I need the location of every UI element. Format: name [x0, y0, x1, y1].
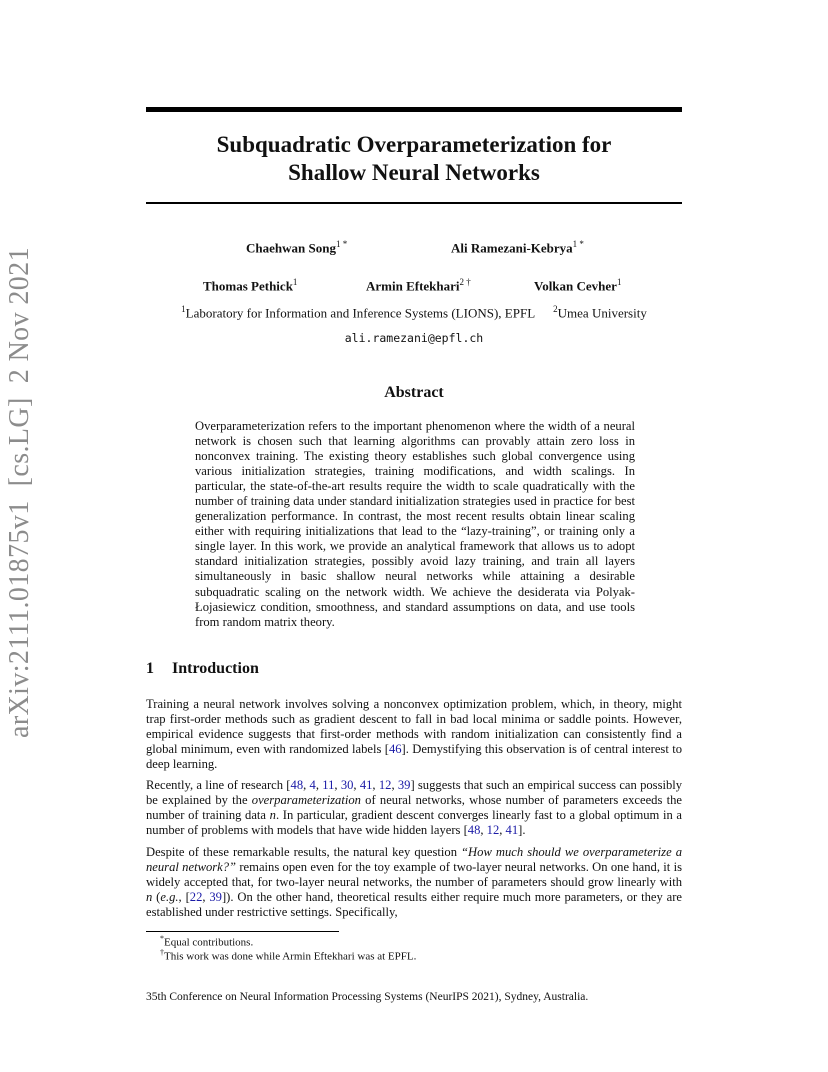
author-3: Thomas Pethick$^1$ [203, 277, 298, 294]
abstract-text: Overparameterization refers to the important phenomenon where the width of a neural network is chosen such that learning algorithms can provably attain zero loss in nonconvex training. The existing theory establishes such global convergence using various initialization strategies, training modifications, and width scalings. In particular, the state-of-the-art results require the width to scale quadratically with the number of training data under standard initialization strategies used in practice for best generalization performance. In contrast, the most recent results obtain linear scaling either with requiring initializations that lead to the “lazy-training”, or training only a single layer. In this work, we provide an analytical framework that allows us to adopt standard initialization strategies, possibly avoid lazy training, and train all layers simultaneously in basic shallow neural networks while attaining a desirable subquadratic scaling on the network width. We achieve the desiderata via Polyak-Łojasiewicz condition, smoothness, and standard assumptions on data, and use tools from random matrix theory. [195, 419, 635, 629]
author-4: Armin Eftekhari$^{2 \dagger}$ [366, 277, 471, 294]
citation-link[interactable]: 22 [189, 890, 203, 904]
citation-link[interactable]: 30 [340, 778, 354, 792]
citation-link[interactable]: 39 [397, 778, 411, 792]
abstract-heading: Abstract [384, 384, 444, 401]
footnote-rule [146, 931, 339, 932]
arxiv-id: arXiv:2111.01875v1 [4, 500, 35, 738]
intro-paragraph-1: Training a neural network involves solving a nonconvex optimization problem, which, in theory, might trap first-order methods such as gradient descent to fall in bad local minima or saddle points. However, empirical evidence suggests that first-order methods with random initialization can consistently find a global minimum, even with randomized labels [46]. Demystifying this observation is of central interest to deep learning. [146, 697, 682, 771]
author-2: Ali Ramezani-Kebrya$^{1 *}$ [451, 239, 584, 256]
intro-paragraph-2: Recently, a line of research [48, 4, 11, 30, 41, 12, 39] suggests that such an empirical success can possibly be explained by the overparameterization of neural networks, whose number of parameters exceeds the number of training data n. In particular, gradient descent converges linearly fast to a global optimum in a number of problems with models that have wide hidden layers [48, 12, 41]. [146, 778, 683, 837]
footnote-1: *Equal contributions. [160, 934, 254, 949]
citation-link[interactable]: 41 [359, 778, 373, 792]
title-line-1: Subquadratic Overparameterization for [216, 132, 612, 157]
citation-link[interactable]: 46 [388, 742, 402, 756]
contact-email: ali.ramezani@epfl.ch [344, 331, 484, 345]
title-line-2: Shallow Neural Networks [288, 160, 540, 185]
author-1: Chaehwan Song$^{1 *}$ [246, 239, 348, 256]
arxiv-watermark [4, 247, 36, 738]
citation-link[interactable]: 12 [378, 778, 392, 792]
citation-link[interactable]: 39 [209, 890, 222, 904]
author-5: Volkan Cevher$^1$ [534, 277, 622, 294]
citation-link[interactable]: 12 [486, 823, 500, 837]
arxiv-category: [cs.LG] [4, 397, 35, 487]
title-bottom-rule [146, 202, 682, 204]
paper-title [146, 131, 682, 187]
conference-notice: 35th Conference on Neural Information Processing Systems (NeurIPS 2021), Sydney, Australia. [146, 991, 589, 1003]
affiliation-2: Umea University [557, 305, 647, 321]
arxiv-date: 2 Nov 2021 [4, 247, 35, 384]
title-top-rule [146, 107, 682, 112]
citation-link[interactable]: 48 [290, 778, 304, 792]
citation-link[interactable]: 11 [322, 778, 335, 792]
citation-link[interactable]: 41 [505, 823, 519, 837]
citation-link[interactable]: 4 [309, 778, 316, 792]
citation-link[interactable]: 48 [467, 823, 481, 837]
footnote-2: †This work was done while Armin Eftekhari was at EPFL. [160, 948, 417, 963]
intro-paragraph-3: Despite of these remarkable results, the natural key question “How much should we overparameterize a neural network?” remains open even for the toy example of two-layer neural networks. On one hand, it is widely accepted that, for two-layer neural networks, the number of parameters should grow linearly with n (e.g., [22, 39]). On the other hand, theoretical results either require much more parameters, or they are established under restrictive settings. Specifically, [146, 845, 683, 919]
section-heading: 1 Introduction [146, 660, 259, 677]
affiliations: $^1$Laboratory for Information and Inference Systems (LIONS), EPFL $^2$Umea University [181, 304, 647, 321]
affiliation-1: Laboratory for Information and Inference Systems (LIONS), EPFL [185, 305, 535, 321]
